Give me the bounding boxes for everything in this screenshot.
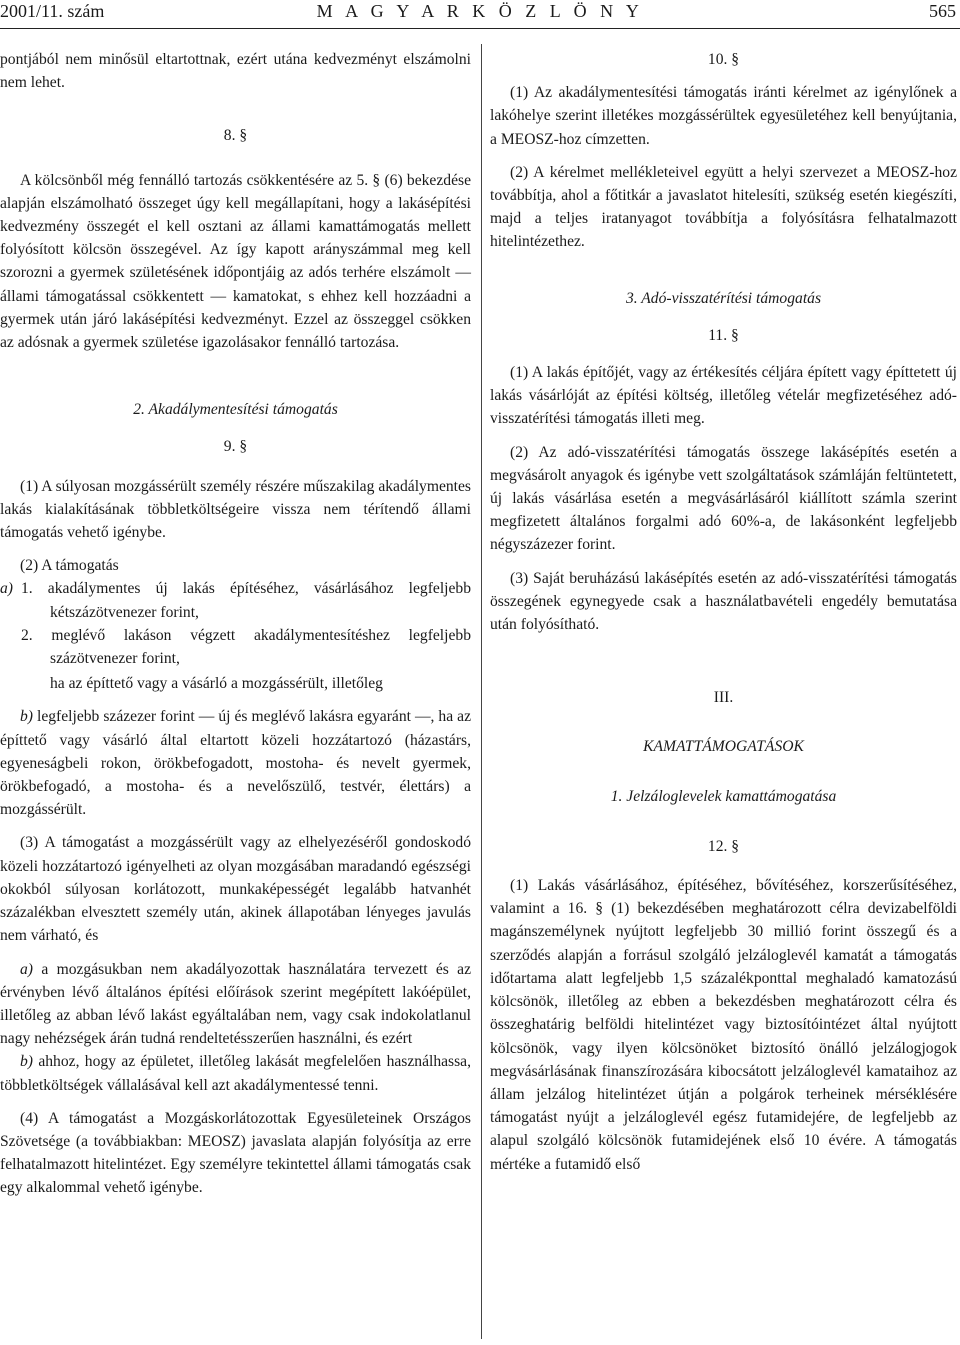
- list-label: a): [0, 580, 13, 598]
- list-text: a mozgásukban nem akadályozottak használatára tervezett és az érvényben lévő általános építési előírások szerint megépített lakóépület, illetőleg az abban lévő lakást egyáltalában nem, vagy csak indokolatlanul nagy nehézségek árán tudná rendeltetésszerűen használni, és ezért: [0, 960, 471, 1048]
- section-number: 9. §: [223, 438, 248, 456]
- publication-title: M A G Y A R K Ö Z L Ö N Y: [316, 1, 644, 21]
- section-number: 10. §: [707, 51, 740, 68]
- list-item: [0, 1050, 471, 1096]
- list-text: 2. meglévő lakáson végzett akadálymentesítéshez legfeljebb százötvenezer forint,: [21, 626, 471, 668]
- part-number: III.: [713, 689, 734, 707]
- section-number: 11. §: [708, 326, 739, 344]
- list-item: [0, 577, 471, 695]
- list-text: ha az építtető vagy a vásárló a mozgássérült, illetőleg: [50, 675, 383, 693]
- list-item: [0, 705, 471, 821]
- paragraph: (4) A támogatást a Mozgáskorlátozottak Egyesületeinek Országos Szövetsége (a továbbiakban: MEOSZ) javaslata alapján folyósítja az erre felhatalmazott hitelintézet. Egy személyre tekintettel állami támogatás csak egy alkalommal vehető igénybe.: [0, 1109, 471, 1197]
- paragraph: (1) Az akadálymentesítési támogatás iránti kérelmet az igénylőnek a lakóhelye szerint illetékes mozgássérültek egyesületéhez kell benyújtania, a MEOSZ-hoz címzetten.: [490, 84, 957, 148]
- paragraph: pontjából nem minősül eltartottnak, ezért utána kedvezményt elszámolni nem lehet.: [0, 51, 471, 92]
- subheading: 1. Jelzáloglevelek kamattámogatása: [610, 787, 837, 805]
- paragraph: (1) A lakás építőjét, vagy az értékesítés céljára épített vagy építtetett új lakás vásárlóját az építési költség, illetőleg vételár megfizetéséhez adó-visszatérítési támogatás illeti meg.: [490, 364, 957, 428]
- paragraph: (2) A támogatás: [20, 557, 119, 575]
- list-text: ahhoz, hogy az épületet, illetőleg lakását megfelelően használhassa, többletköltségek vállalásával kell azt akadálymentessé tenni.: [0, 1053, 471, 1094]
- paragraph: (2) A kérelmet mellékleteivel együtt a helyi szervezet a MEOSZ-hoz továbbítja, ahol a főtitkár a javaslatot hitelesíti, szükség esetén kiegészíti, majd a teljes iratanyagot továbbítja a folyósításra felhatalmazott hitelintézethez.: [490, 163, 957, 251]
- paragraph: (1) A súlyosan mozgássérült személy részére műszakilag akadálymentes lakás kialakításának többletköltségeire vissza nem térítendő állami támogatás vehető igénybe.: [0, 477, 471, 542]
- left-column: [0, 48, 471, 1200]
- list-label: b): [20, 708, 33, 726]
- section-number: 12. §: [707, 837, 740, 855]
- list-label: b): [20, 1053, 33, 1071]
- paragraph: (2) Az adó-visszatérítési támogatás összege lakásépítés esetén a megvásárolt anyagok és igénybe vett szolgáltatások számláján feltüntetett, új lakás vásárlása esetén a megvásárlásáról kiállított számla szerint megfizetett általános forgalmi adó 60%-a, de lakásonként legfeljebb négyszázezer forint.: [490, 443, 957, 554]
- column-divider: [481, 44, 482, 1339]
- list-item: [0, 958, 471, 1051]
- list-text: legfeljebb százezer forint — új és meglévő lakásra egyaránt —, ha az építtető vagy vásárló által eltartott közeli hozzátartozó (házastárs, egyeneságbeli rokon, örökbefogadott, mostoha- és nevelt gyermek, örökbefogadó, a mostoha- és a nevelőszülő, testvér, élettárs) a mozgássérült.: [0, 708, 471, 819]
- paragraph: (1) Lakás vásárlásához, építéséhez, bővítéséhez, korszerűsítéséhez, valamint a 16. § (1) bekezdésében meghatározott célra devizabelföldi magánszemélynek nyújtott legfeljebb 30 millió forint összegű és a szerződés alapján a forrásul szolgáló jelzáloglevél kamatát a támogatás időtartama alatt legfeljebb 1,5 százalékponttal meghaladó kamatozású kölcsönök, illetőleg az ebben a bekezdésben meghatározott célra és összeghatárig belföldi hitelintézet vagy biztosítóintézet által nyújtott kölcsönök, vagy ilyen kölcsönöket biztosító önálló jelzálogjogok megvásárlásának finanszírozására kibocsátott jelzáloglevél kamataihoz az állam jelzálog hitelintézet útján a polgárok terheinek mérséklésére támogatást nyújt a jelzáloglevél egész futamidejére, de legfeljebb az alapul szolgáló kölcsönök futamidejének első 10 évére. A támogatás mértéke a futamidő első: [490, 877, 957, 1173]
- subheading: 3. Adó-visszatérítési támogatás: [625, 289, 822, 307]
- issue-number: 2001/11. szám: [0, 1, 105, 21]
- right-column: [490, 48, 957, 1176]
- list-text: 1. akadálymentes új lakás építéséhez, vásárlásához legfeljebb kétszázötvenezer forint,: [21, 580, 471, 621]
- paragraph: A kölcsönből még fennálló tartozás csökkentésére az 5. § (6) bekezdése alapján elszámolható összeget úgy kell megállapítani, hogy a lakásépítési kedvezmény összegét el kell osztani az állami kamattámogatás mellett folyósított kölcsön összegével. Az így kapott arányszámmal meg kell szorozni a gyermek születésének időpontjáig az adós terhére elszámolt — állami támogatással csökkentett — kamatokat, s ehhez kell hozzáadni a gyermek után járó lakásépítési kedvezményt. Ezzel az összeggel csökken az adósnak a gyermek születése igazolásakor fennálló tartozása.: [0, 171, 471, 352]
- list-label: a): [20, 960, 33, 978]
- page-header: [0, 0, 960, 26]
- section-number: 8. §: [223, 127, 248, 145]
- header-rule: [0, 28, 960, 29]
- page-number: 565: [929, 1, 956, 21]
- paragraph: (3) Saját beruházású lakásépítés esetén az adó-visszatérítési támogatás összegének egynegyede csak a használatbavételi engedély bemutatása után folyósítható.: [490, 569, 957, 634]
- subheading: 2. Akadálymentesítési támogatás: [133, 401, 338, 419]
- chapter-title: KAMATTÁMOGATÁSOK: [643, 738, 804, 756]
- paragraph: (3) A támogatást a mozgássérült vagy az elhelyezéséről gondoskodó közeli hozzátartozó igényelheti az olyan mozgásában maradandó egészségi okokból súlyosan korlátozott, munkaképességét legalább hatvanhét százalékban elvesztett személy után, akinek állapotában lényeges javulás nem várható, és: [0, 834, 471, 945]
